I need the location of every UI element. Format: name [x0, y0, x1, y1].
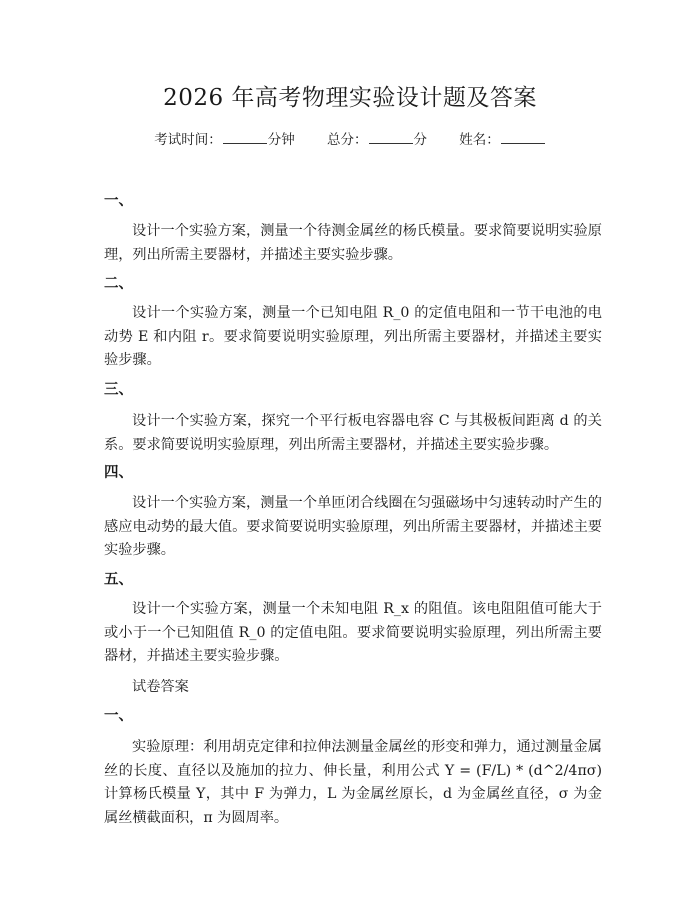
- question-number: 三、: [104, 381, 133, 398]
- student-name-field: [459, 132, 546, 148]
- total-score-field: [327, 132, 431, 148]
- student-name-label: 姓名：: [459, 132, 500, 148]
- question-text: 设计一个实验方案，测量一个未知电阻 R_x 的阻值。该电阻阻值可能大于或小于一个已知阻值 R_0 的定值电阻。要求简要说明实验原理，列出所需主要器材，并描述主要实验步骤。: [104, 601, 602, 664]
- total-score-label: 总分：: [327, 132, 368, 148]
- total-score-blank: [369, 130, 413, 144]
- exam-time-blank: [223, 130, 267, 144]
- question-text: 设计一个实验方案，测量一个已知电阻 R_0 的定值电阻和一节干电池的电动势 E 和内阻 r。要求简要说明实验原理，列出所需主要器材，并描述主要实验步骤。: [104, 305, 602, 368]
- exam-info-line: [0, 130, 700, 150]
- student-name-blank: [501, 130, 545, 144]
- answer-number: 一、: [104, 707, 133, 724]
- question-number: 五、: [104, 571, 133, 588]
- page-title: 2026 年高考物理实验设计题及答案: [163, 85, 537, 111]
- question-text: 设计一个实验方案，测量一个单匝闭合线圈在匀强磁场中匀速转动时产生的感应电动势的最大值。要求简要说明实验原理，列出所需主要器材，并描述主要实验步骤。: [104, 495, 602, 558]
- answer-text: 实验原理：利用胡克定律和拉伸法测量金属丝的形变和弹力，通过测量金属丝的长度、直径以及施加的拉力、伸长量，利用公式 Y = (F/L) * (d^2/4πσ) 计算杨氏模量 Y，其中 F 为弹力，L 为金属丝原长，d 为金属丝直径，σ 为金属丝横截面积，π 为圆周率。: [104, 739, 602, 826]
- exam-time-label: 考试时间：: [154, 132, 222, 148]
- question-text: 设计一个实验方案，探究一个平行板电容器电容 C 与其极板间距离 d 的关系。要求简要说明实验原理，列出所需主要器材，并描述主要实验步骤。: [104, 413, 602, 453]
- total-score-unit: 分: [413, 132, 427, 148]
- question-number: 二、: [104, 275, 133, 292]
- exam-time-field: [154, 132, 299, 148]
- exam-time-unit: 分钟: [267, 132, 295, 148]
- answers-heading: 试卷答案: [132, 679, 189, 695]
- question-number: 一、: [104, 192, 133, 209]
- question-number: 四、: [104, 464, 133, 481]
- question-text: 设计一个实验方案，测量一个待测金属丝的杨氏模量。要求简要说明实验原理，列出所需主要器材，并描述主要实验步骤。: [104, 223, 602, 263]
